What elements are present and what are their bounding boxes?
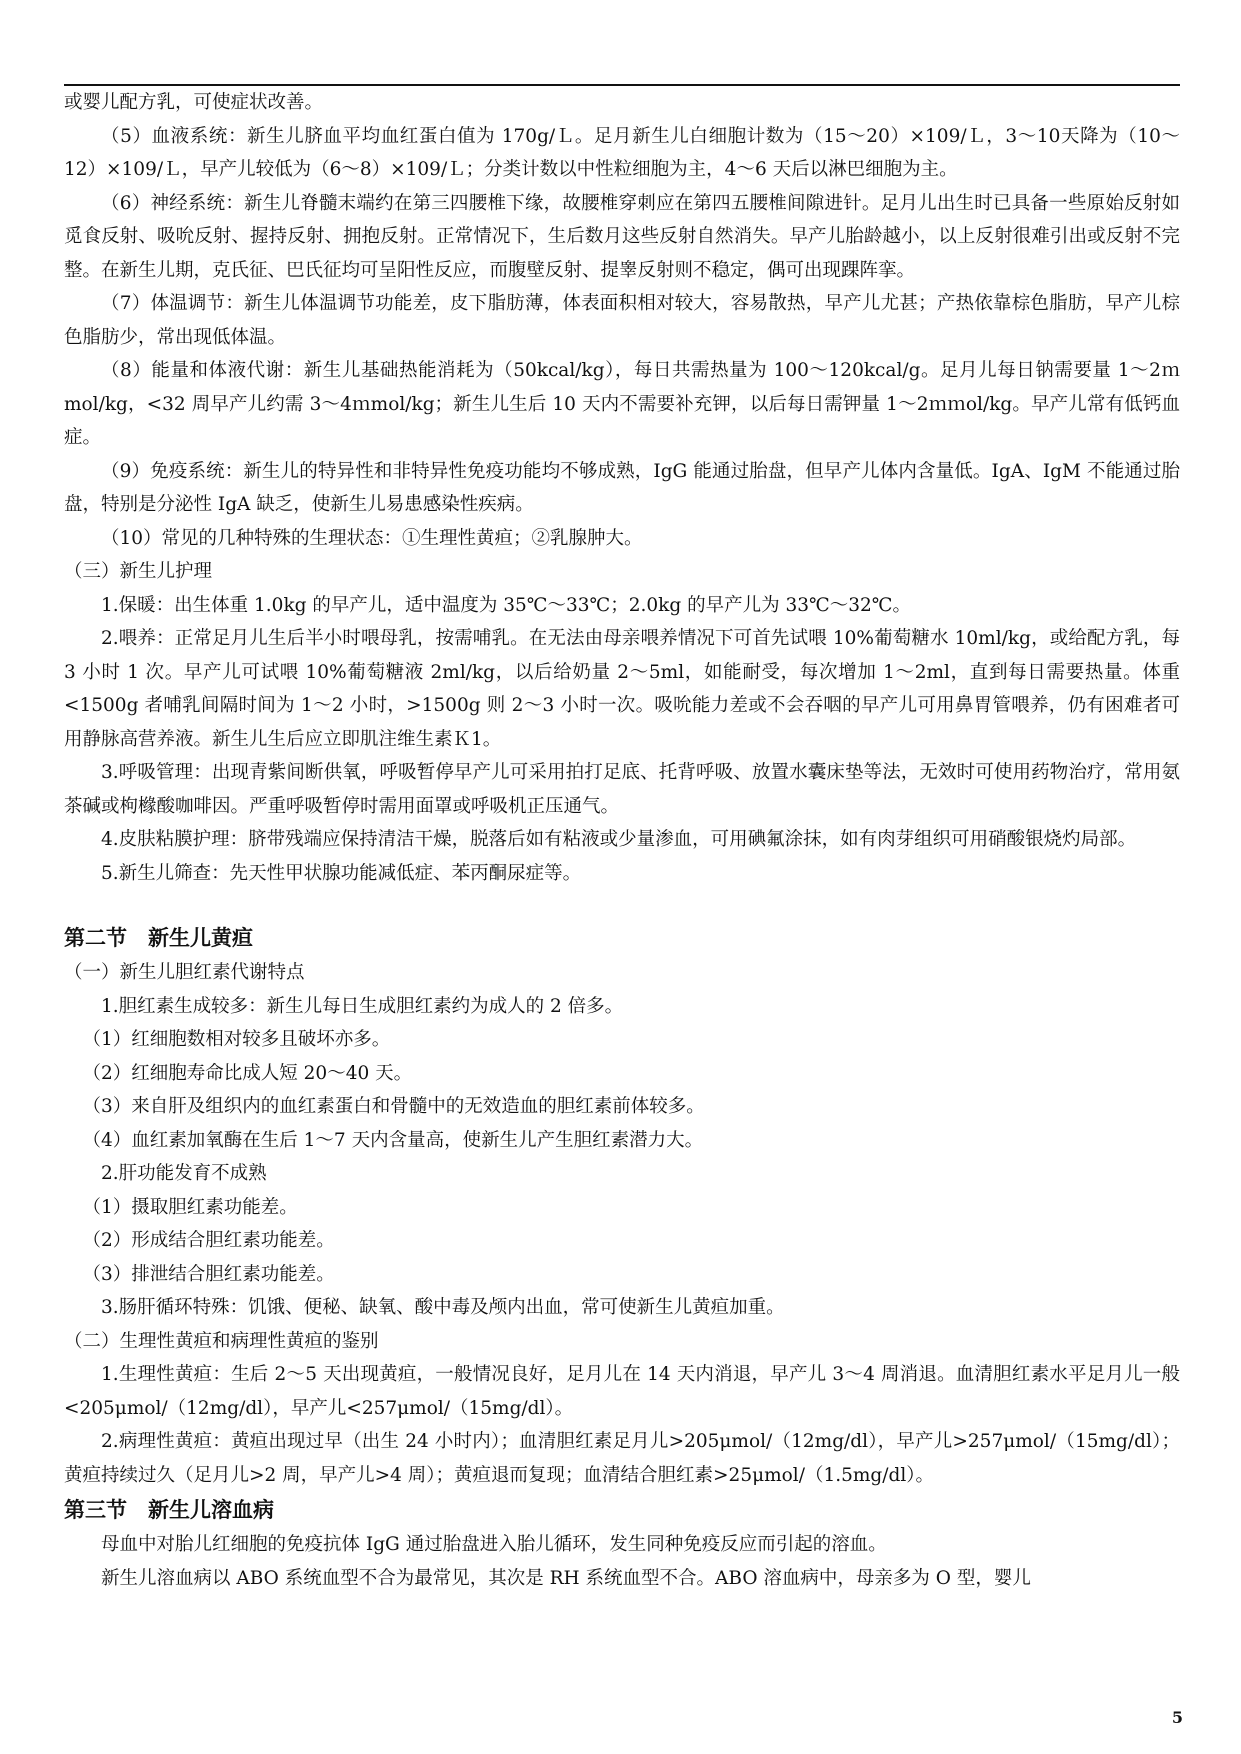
paragraph: 1.生理性黄疸：生后 2～5 天出现黄疸，一般情况良好，足月儿在 14 天内消退，早产儿 3～4 周消退。血清胆红素水平足月儿一般<205μmol/（12mg/dl），早产儿<257μmol/（15mg/dl）。 [64, 1364, 1180, 1419]
paragraph: 或婴儿配方乳，可使症状改善。 [64, 92, 324, 113]
subheading: （二）生理性黄疸和病理性黄疸的鉴别 [64, 1330, 379, 1352]
paragraph: （7）体温调节：新生儿体温调节功能差，皮下脂肪薄，体表面积相对较大，容易散热，早产儿尤甚；产热依靠棕色脂肪，早产儿棕色脂肪少，常出现低体温。 [64, 293, 1180, 348]
paragraph: 4.皮肤粘膜护理：脐带残端应保持清洁干燥，脱落后如有粘液或少量渗血，可用碘氟涂抹，如有肉芽组织可用硝酸银烧灼局部。 [101, 829, 1137, 850]
list-item: （3）排泄结合胆红素功能差。 [82, 1263, 335, 1285]
paragraph: （10）常见的几种特殊的生理状态：①生理性黄疸；②乳腺肿大。 [101, 527, 643, 549]
paragraph: 2.肝功能发育不成熟 [101, 1163, 267, 1184]
list-item: （1）摄取胆红素功能差。 [82, 1196, 298, 1218]
list-item: （4）血红素加氧酶在生后 1～7 天内含量高，使新生儿产生胆红素潜力大。 [82, 1129, 704, 1151]
paragraph: （5）血液系统：新生儿脐血平均血红蛋白值为 170g/Ｌ。足月新生儿白细胞计数为（15～20）×109/Ｌ，3～10天降为（10～12）×109/Ｌ，早产儿较低为（6～8）×109/Ｌ；分类计数以中性粒细胞为主，4～6 天后以淋巴细胞为主。 [64, 125, 1180, 180]
paragraph: 2.病理性黄疸：黄疸出现过早（出生 24 小时内）；血清胆红素足月儿>205μmol/（12mg/dl），早产儿>257μmol/（15mg/dl）；黄疸持续过久（足月儿>2 周，早产儿>4 周）；黄疸退而复现；血清结合胆红素>25μmol/（1.5mg/dl）。 [64, 1431, 1180, 1486]
paragraph: （8）能量和体液代谢：新生儿基础热能消耗为（50kcal/kg），每日共需热量为 100～120kcal/g。足月儿每日钠需要量 1～2ｍmol/kg，<32 周早产儿约需 3～4ｍmol/kg；新生儿生后 10 天内不需要补充钾，以后每日需钾量 1～2ｍｍol/kg。早产儿常有低钙血症。 [64, 360, 1180, 448]
list-item: （2）形成结合胆红素功能差。 [82, 1230, 335, 1251]
section-title: 第三节 新生儿溶血病 [64, 1498, 274, 1522]
spacer [64, 890, 1180, 920]
paragraph: 母血中对胎儿红细胞的免疫抗体 IgG 通过胎盘进入胎儿循环，发生同种免疫反应而引起的溶血。 [101, 1534, 887, 1555]
section-title: 第二节 新生儿黄疸 [64, 926, 253, 950]
document-body [64, 86, 1180, 1595]
subheading: （三）新生儿护理 [64, 561, 213, 582]
paragraph: 1.胆红素生成较多：新生儿每日生成胆红素约为成人的 2 倍多。 [101, 995, 624, 1017]
paragraph: 新生儿溶血病以 ABO 系统血型不合为最常见，其次是 RH 系统血型不合。ABO 溶血病中，母亲多为 O 型，婴儿 [101, 1567, 1031, 1589]
paragraph: 5.新生儿筛查：先天性甲状腺功能减低症、苯丙酮尿症等。 [101, 862, 582, 884]
paragraph: （9）免疫系统：新生儿的特异性和非特异性免疫功能均不够成熟，IgG 能通过胎盘，但早产儿体内含量低。IgA、IgM 不能通过胎盘，特别是分泌性 IgA 缺乏，使新生儿易患感染性疾病。 [64, 460, 1180, 515]
paragraph: 3.呼吸管理：出现青紫间断供氧，呼吸暂停早产儿可采用拍打足底、托背呼吸、放置水囊床垫等法，无效时可使用药物治疗，常用氨茶碱或枸橼酸咖啡因。严重呼吸暂停时需用面罩或呼吸机正压通气。 [64, 762, 1180, 817]
paragraph: 1.保暖：出生体重 1.0kg 的早产儿，适中温度为 35℃～33℃；2.0kg 的早产儿为 33℃～32℃。 [101, 594, 911, 616]
subheading: （一）新生儿胆红素代谢特点 [64, 962, 305, 983]
paragraph: 3.肠肝循环特殊：饥饿、便秘、缺氧、酸中毒及颅内出血，常可使新生儿黄疸加重。 [101, 1297, 785, 1318]
paragraph: （6）神经系统：新生儿脊髓末端约在第三四腰椎下缘，故腰椎穿刺应在第四五腰椎间隙进针。足月儿出生时已具备一些原始反射如觅食反射、吸吮反射、握持反射、拥抱反射。正常情况下，生后数月这些反射自然消失。早产儿胎龄越小，以上反射很难引出或反射不完整。在新生儿期，克氏征、巴氏征均可呈阳性反应，而腹壁反射、提睾反射则不稳定，偶可出现踝阵挛。 [64, 192, 1180, 281]
list-item: （3）来自肝及组织内的血红素蛋白和骨髓中的无效造血的胆红素前体较多。 [82, 1096, 705, 1117]
page-number: 5 [1171, 1708, 1183, 1727]
list-item: （2）红细胞寿命比成人短 20～40 天。 [82, 1062, 413, 1084]
list-item: （1）红细胞数相对较多且破坏亦多。 [82, 1029, 391, 1050]
paragraph: 2.喂养：正常足月儿生后半小时喂母乳，按需哺乳。在无法由母亲喂养情况下可首先试喂 10%葡萄糖水 10ml/kg，或给配方乳，每 3 小时 1 次。早产儿可试喂 10%葡萄糖液 2ml/kg，以后给奶量 2～5ml，如能耐受，每次增加 1～2ml，直到每日需要热量。体重<1500g 者哺乳间隔时间为 1～2 小时，>1500g 则 2～3 小时一次。吸吮能力差或不会吞咽的早产儿可用鼻胃管喂养，仍有困难者可用静脉高营养液。新生儿生后应立即肌注维生素Ｋ1。 [64, 628, 1180, 750]
